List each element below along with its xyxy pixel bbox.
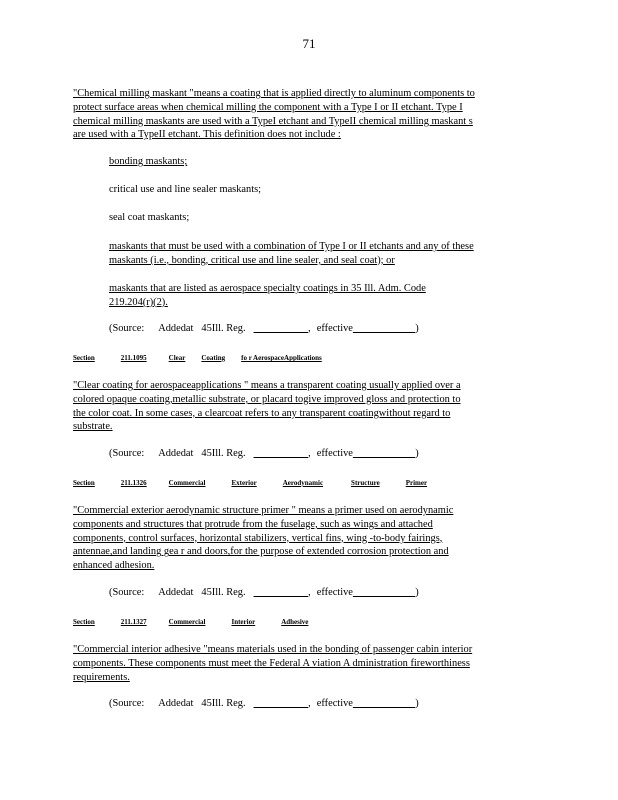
section-heading-211-1326 — [73, 479, 449, 487]
exclusion-line: seal coat maskants; — [109, 212, 190, 223]
register-blank — [254, 698, 309, 709]
definition-line: requirements. — [73, 671, 130, 683]
section-label: Section — [73, 479, 95, 487]
definition-line: components. These components must meet the Federal A viation A dministration fireworthiness — [73, 657, 470, 669]
page-number: 71 — [302, 36, 316, 51]
source-amended: Addedat — [158, 448, 194, 459]
effective-blank — [353, 448, 415, 459]
definition-line: components, control surfaces, horizontal stabilizers, vertical fins, wing -to-body fairings, — [73, 532, 443, 544]
source-effective: effective — [316, 448, 353, 459]
source-line: (Source: Addedat 45Ill. Reg. , effective ) — [109, 323, 419, 334]
source-amended: Addedat — [158, 323, 194, 334]
source-line: (Source: Addedat 45Ill. Reg. , effective ) — [109, 587, 419, 598]
exclusion-line: bonding maskants; — [109, 156, 188, 167]
section-title-word: Structure — [351, 479, 380, 487]
source-effective: effective — [316, 587, 353, 598]
register-blank — [254, 448, 309, 459]
section-title-word: Interior — [231, 618, 256, 626]
exclusion-item — [109, 211, 189, 225]
section-title-word: Coating — [201, 354, 226, 362]
register-blank — [254, 323, 309, 334]
exclusion-line: maskants that must be used with a combination of Type I or II etchants and any of these — [109, 241, 474, 252]
source-line: (Source: Addedat 45Ill. Reg. , effective ) — [109, 448, 419, 459]
exclusion-item — [109, 183, 261, 197]
exclusion-item — [109, 240, 474, 268]
source-register: 45Ill. Reg. — [201, 323, 246, 334]
definition-line: chemical milling maskants are used with a TypeI etchant and TypeII chemical milling maskant s — [73, 115, 473, 127]
definition-line: are used with a TypeII etchant. This definition does not include : — [73, 129, 341, 141]
definition-line: the color coat. In some cases, a clearcoat refers to any transparent coatingwithout regard to — [73, 407, 451, 419]
section-heading-211-1327 — [73, 618, 330, 626]
definition-line: enhanced adhesion. — [73, 560, 155, 572]
section-title-word: Aerodynamic — [282, 479, 324, 487]
source-effective: effective — [316, 698, 353, 709]
source-register: 45Ill. Reg. — [201, 587, 246, 598]
effective-blank — [353, 587, 415, 598]
section-label: Section — [73, 618, 95, 626]
section-title-word: fo r AerospaceApplications — [241, 354, 322, 362]
source-amended: Addedat — [158, 698, 194, 709]
section-title-word: Commercial — [168, 618, 206, 626]
register-blank — [254, 587, 309, 598]
source-close: ) — [415, 448, 419, 459]
definition-line: antennae,and landing gea r and doors,for the purpose of extended corrosion protection and — [73, 546, 449, 558]
source-prefix: (Source: — [109, 448, 145, 459]
source-register: 45Ill. Reg. — [201, 698, 246, 709]
section-number: 211.1095 — [120, 354, 147, 362]
section-number: 211.1327 — [120, 618, 147, 626]
source-register: 45Ill. Reg. — [201, 448, 246, 459]
section-label: Section — [73, 354, 95, 362]
section-title-word: Clear — [168, 354, 186, 362]
exclusion-item — [109, 155, 187, 169]
definition-commercial-interior-adhesive — [73, 643, 541, 684]
exclusion-item — [109, 282, 426, 310]
source-prefix: (Source: — [109, 323, 145, 334]
definition-line: "Clear coating for aerospaceapplications " means a transparent coating usually applied over a — [73, 380, 461, 391]
definition-chemical-milling-maskant — [73, 87, 541, 142]
section-title-word: Primer — [405, 479, 428, 487]
definition-line: colored opaque coating,metallic substrate, or placard togive improved gloss and protection to — [73, 393, 461, 405]
section-title-word: Adhesive — [281, 618, 309, 626]
exclusion-line: maskants (i.e., bonding, critical use and line sealer, and seal coat); or — [109, 254, 395, 266]
source-amended: Addedat — [158, 587, 194, 598]
definition-line: "Chemical milling maskant "means a coating that is applied directly to aluminum components to — [73, 88, 475, 99]
source-line: (Source: Addedat 45Ill. Reg. , effective ) — [109, 698, 419, 709]
source-close: ) — [415, 323, 419, 334]
definition-line: "Commercial interior adhesive "means materials used in the bonding of passenger cabin interior — [73, 644, 473, 655]
definition-clear-coating — [73, 379, 541, 434]
section-title-word: Exterior — [231, 479, 257, 487]
definition-commercial-exterior-primer — [73, 504, 541, 573]
effective-blank — [353, 698, 415, 709]
source-effective: effective — [316, 323, 353, 334]
definition-line: "Commercial exterior aerodynamic structure primer " means a primer used on aerodynamic — [73, 505, 454, 516]
source-prefix: (Source: — [109, 587, 145, 598]
source-close: ) — [415, 587, 419, 598]
exclusion-line: 219.204(r)(2). — [109, 296, 168, 308]
definition-line: substrate. — [73, 421, 113, 433]
effective-blank — [353, 323, 415, 334]
section-title-word: Commercial — [168, 479, 206, 487]
section-number: 211.1326 — [120, 479, 147, 487]
section-heading-211-1095 — [73, 354, 382, 362]
source-close: ) — [415, 698, 419, 709]
definition-line: protect surface areas when chemical milling the component with a Type I or II etchant. Type I — [73, 101, 463, 113]
exclusion-line: critical use and line sealer maskants; — [109, 184, 262, 195]
source-prefix: (Source: — [109, 698, 145, 709]
definition-line: components and structures that protrude from the fuselage, such as wings and attached — [73, 518, 433, 530]
exclusion-line: maskants that are listed as aerospace specialty coatings in 35 Ill. Adm. Code — [109, 283, 426, 294]
